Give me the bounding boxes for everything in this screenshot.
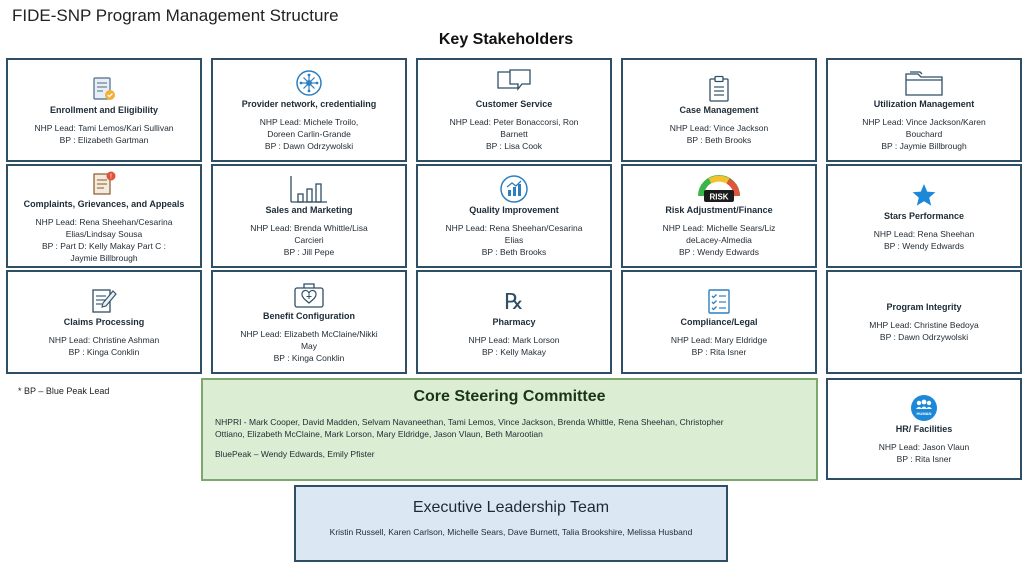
steering-nhpri-line: Ottiano, Elizabeth McClaine, Mark Lorson, Mary Eldridge, Jason Vlaun, Beth Marootian <box>215 429 543 439</box>
chat-bubble-icon <box>496 69 532 97</box>
card-title: Program Integrity <box>886 301 962 312</box>
card-title: Complaints, Grievances, and Appeals <box>23 198 185 209</box>
page-title: FIDE-SNP Program Management Structure <box>12 6 339 25</box>
footnote: * BP – Blue Peak Lead <box>18 386 110 396</box>
card-enrollment-eligibility <box>6 58 202 162</box>
card-line: NHP Lead: Christine Ashman <box>48 334 160 345</box>
folder-icon <box>904 69 944 97</box>
card-title: Provider network, credentialing <box>241 98 377 109</box>
card-hr-facilities <box>826 378 1022 480</box>
card-line: BP : Kinga Conklin <box>68 346 140 357</box>
claim-form-icon <box>90 287 118 315</box>
card-line: Barnett <box>500 128 528 139</box>
card-stars-performance <box>826 164 1022 268</box>
card-line: NHP Lead: Elizabeth McClaine/Nikki <box>240 328 378 339</box>
hr-label: HUMAN <box>916 410 932 416</box>
human-resources-icon <box>910 394 938 422</box>
card-quality-improvement <box>416 164 612 268</box>
card-line: NHP Lead: Brenda Whittle/Lisa <box>250 222 368 233</box>
card-line: BP : Lisa Cook <box>485 140 543 151</box>
card-line: NHP Lead: Vince Jackson <box>669 122 769 133</box>
card-compliance-legal <box>621 270 817 374</box>
card-title: Stars Performance <box>883 210 965 221</box>
card-title: Benefit Configuration <box>263 310 355 321</box>
card-line: Elias/Lindsay Sousa <box>65 228 143 239</box>
card-pharmacy <box>416 270 612 374</box>
risk-gauge-icon <box>698 175 740 203</box>
risk-label: RISK <box>709 192 729 201</box>
card-line: NHP Lead: Michelle Sears/Liz <box>662 222 776 233</box>
card-case-management <box>621 58 817 162</box>
card-benefit-configuration <box>211 270 407 374</box>
star-icon <box>911 181 937 209</box>
card-line: NHP Lead: Mark Lorson <box>468 334 560 345</box>
section-title: Key Stakeholders <box>438 31 574 48</box>
card-title: Enrollment and Eligibility <box>49 104 158 115</box>
card-line: BP : Part D: Kelly Makay Part C : <box>41 240 167 251</box>
card-line: BP : Rita Isner <box>691 346 747 357</box>
card-customer-service <box>416 58 612 162</box>
card-provider-network <box>211 58 407 162</box>
card-line: BP : Elizabeth Gartman <box>59 134 149 145</box>
card-line: BP : Dawn Odrzywolski <box>879 331 969 342</box>
card-line: Bouchard <box>905 128 943 139</box>
card-line: BP : Wendy Edwards <box>678 246 759 257</box>
card-line: NHP Lead: Peter Bonaccorsi, Ron <box>449 116 579 127</box>
card-program-integrity <box>826 270 1022 374</box>
card-line: NHP Lead: Jason Vlaun <box>878 441 970 452</box>
card-line: Jaymie Billbrough <box>70 252 138 263</box>
card-risk-adjustment-finance <box>621 164 817 268</box>
card-line: NHP Lead: Mary Eldridge <box>670 334 768 345</box>
complaint-document-icon <box>90 169 118 197</box>
steering-nhpri-line: NHPRI - Mark Cooper, David Madden, Selvam Navaneethan, Tami Lemos, Vince Jackson, Brenda Whittle, Rena Sheehan, Christopher <box>215 417 724 427</box>
card-line: NHP Lead: Rena Sheehan/Cesarina <box>35 216 173 227</box>
card-line: Carcieri <box>294 234 324 245</box>
card-sales-marketing <box>211 164 407 268</box>
executive-title: Executive Leadership Team <box>412 499 610 516</box>
card-title: Risk Adjustment/Finance <box>665 204 773 215</box>
card-line: Doreen Carlin-Grande <box>267 128 351 139</box>
executive-members: Kristin Russell, Karen Carlson, Michelle Sears, Dave Burnett, Talia Brookshire, Melissa Husband <box>329 527 693 537</box>
svg-text:!: ! <box>110 173 112 180</box>
checklist-icon <box>706 287 732 315</box>
card-title: Compliance/Legal <box>680 316 758 327</box>
card-title: Claims Processing <box>63 316 145 327</box>
card-line: BP : Jill Pepe <box>283 246 335 257</box>
card-line: MHP Lead: Christine Bedoya <box>869 319 979 330</box>
card-line: NHP Lead: Tami Lemos/Kari Sullivan <box>34 122 174 133</box>
card-title: Quality Improvement <box>469 204 559 215</box>
card-line: BP : Beth Brooks <box>481 246 547 257</box>
card-line: NHP Lead: Vince Jackson/Karen <box>862 116 986 127</box>
card-line: Elias <box>504 234 524 245</box>
card-line: BP : Jaymie Billbrough <box>881 140 967 151</box>
card-title: Utilization Management <box>873 98 975 109</box>
card-line: BP : Dawn Odrzywolski <box>264 140 354 151</box>
rx-icon <box>501 287 527 315</box>
card-line: NHP Lead: Michele Troilo, <box>259 116 359 127</box>
card-line: BP : Beth Brooks <box>686 134 752 145</box>
card-line: May <box>300 340 318 351</box>
clipboard-icon <box>707 75 731 103</box>
rx-glyph: ℞ <box>504 289 524 314</box>
card-claims-processing <box>6 270 202 374</box>
card-line: BP : Rita Isner <box>896 453 952 464</box>
card-title: Sales and Marketing <box>265 204 353 215</box>
card-utilization-management <box>826 58 1022 162</box>
card-title: Customer Service <box>475 98 553 109</box>
enrollment-form-icon <box>91 75 117 103</box>
network-hub-icon <box>295 69 323 97</box>
steering-bluepeak-line: BluePeak – Wendy Edwards, Emily Pfister <box>215 449 375 459</box>
card-line: NHP Lead: Rena Sheehan/Cesarina <box>445 222 583 233</box>
bar-chart-icon <box>289 175 329 203</box>
card-line: BP : Kinga Conklin <box>273 352 345 363</box>
card-line: deLacey-Almedia <box>686 234 752 245</box>
steering-title: Core Steering Committee <box>413 388 606 405</box>
card-title: HR/ Facilities <box>895 423 953 434</box>
growth-chart-icon <box>499 175 529 203</box>
card-complaints-grievances-appeals <box>6 164 202 268</box>
card-line: BP : Kelly Makay <box>481 346 547 357</box>
core-steering-committee <box>201 378 818 481</box>
executive-leadership-team <box>294 485 728 562</box>
card-title: Case Management <box>679 104 759 115</box>
card-title: Pharmacy <box>492 316 536 327</box>
card-line: BP : Wendy Edwards <box>883 240 964 251</box>
card-line: NHP Lead: Rena Sheehan <box>873 228 975 239</box>
medical-kit-icon <box>292 281 326 309</box>
